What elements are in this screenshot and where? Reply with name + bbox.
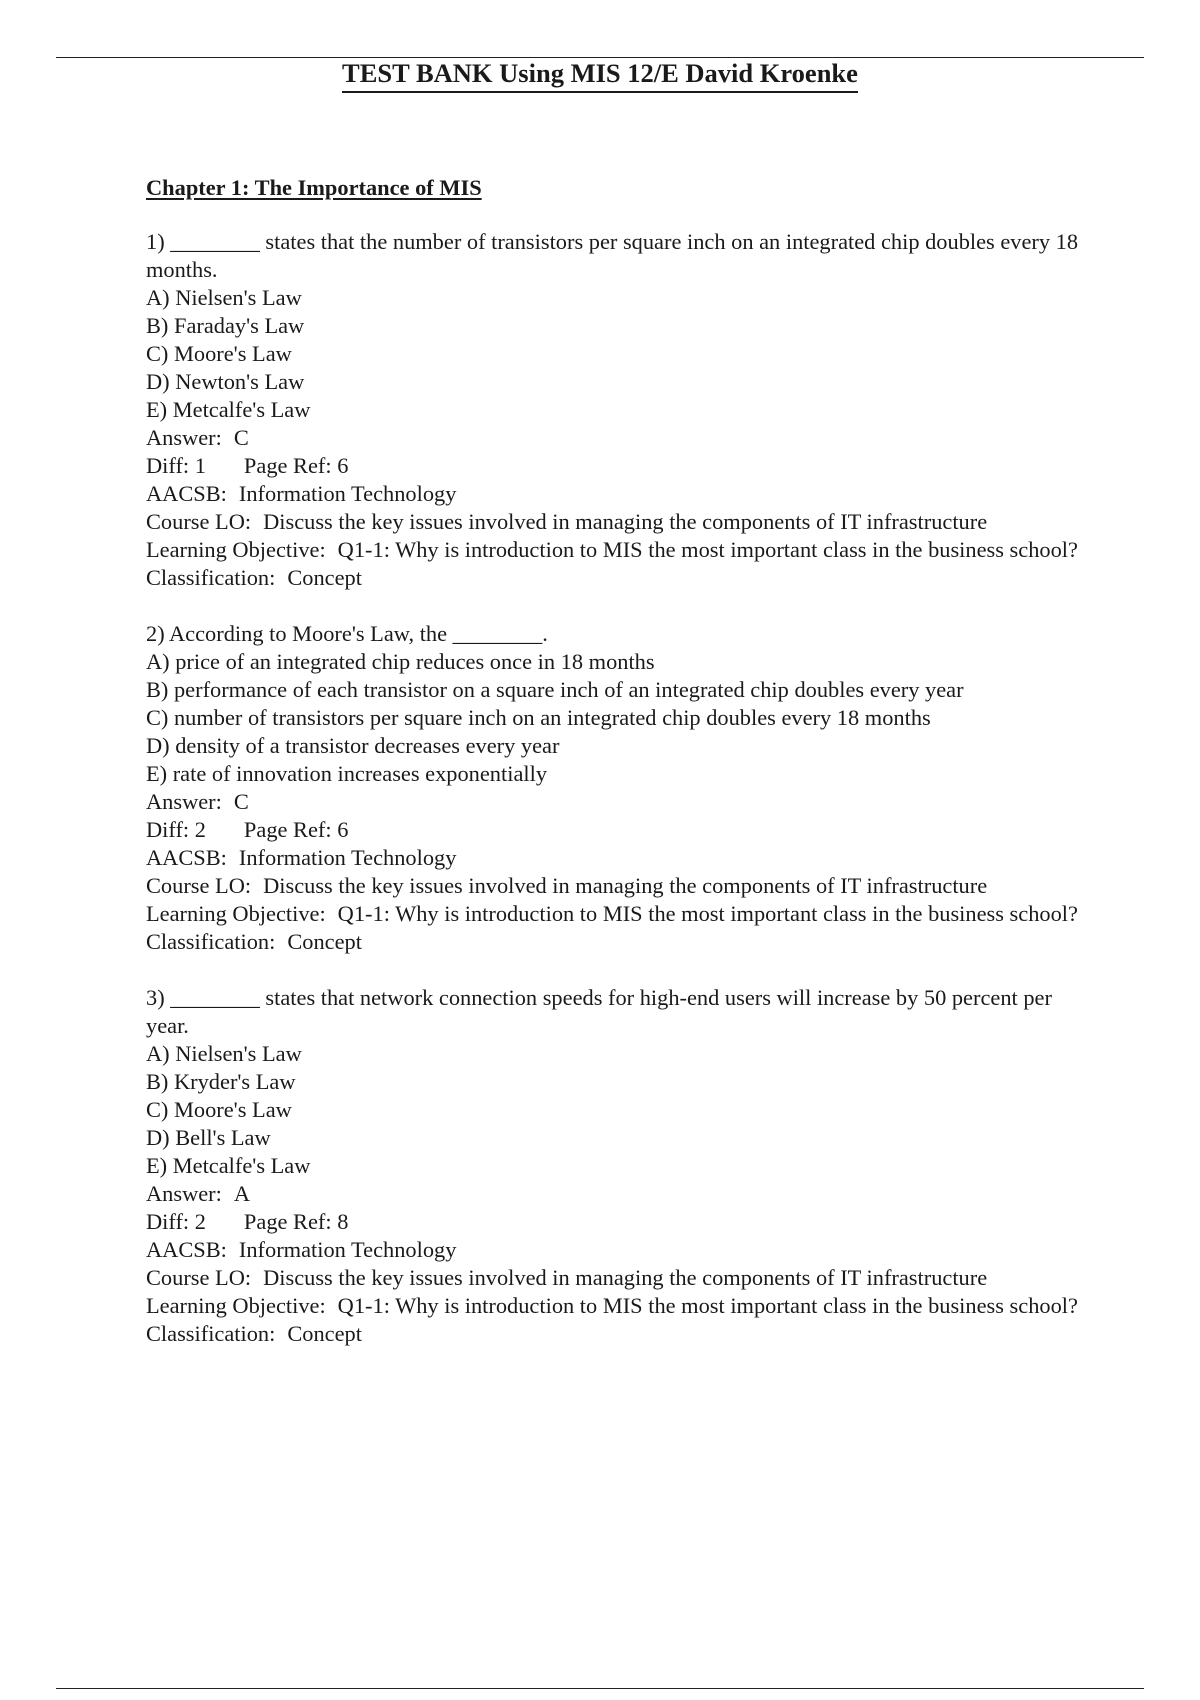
classification-line bbox=[146, 1320, 1096, 1348]
learning-objective-line bbox=[146, 1292, 1096, 1320]
learning-objective-value: Q1-1: Why is introduction to MIS the most important class in the business school? bbox=[337, 1293, 1078, 1318]
difficulty: Diff: 2 bbox=[146, 817, 206, 842]
question-stem: 2) According to Moore's Law, the ________. bbox=[146, 621, 548, 646]
answer-option: D) Bell's Law bbox=[146, 1125, 271, 1150]
bottom-rule bbox=[56, 1688, 1144, 1689]
learning-objective-label: Learning Objective: bbox=[146, 537, 326, 562]
classification-label: Classification: bbox=[146, 565, 276, 590]
page-ref: Page Ref: 8 bbox=[243, 1209, 349, 1234]
answer-option: D) density of a transistor decreases every year bbox=[146, 733, 560, 758]
course-lo-label: Course LO: bbox=[146, 1265, 252, 1290]
question-item bbox=[146, 620, 1096, 956]
course-lo-value: Discuss the key issues involved in managing the components of IT infrastructure bbox=[263, 873, 988, 898]
page-ref: Page Ref: 6 bbox=[243, 453, 349, 478]
difficulty: Diff: 1 bbox=[146, 453, 206, 478]
aacsb-value: Information Technology bbox=[238, 1237, 457, 1262]
classification-label: Classification: bbox=[146, 1321, 276, 1346]
question-item bbox=[146, 228, 1096, 592]
question-stem: 1) ________ states that the number of transistors per square inch on an integrated chip doubles every 18 months. bbox=[146, 229, 1079, 282]
difficulty: Diff: 2 bbox=[146, 1209, 206, 1234]
learning-objective-value: Q1-1: Why is introduction to MIS the most important class in the business school? bbox=[337, 537, 1078, 562]
course-lo-line bbox=[146, 1264, 1096, 1292]
answer-option: B) Kryder's Law bbox=[146, 1069, 296, 1094]
answer-label: Answer: bbox=[146, 425, 222, 450]
answer-option: A) price of an integrated chip reduces once in 18 months bbox=[146, 649, 655, 674]
answer-option: C) Moore's Law bbox=[146, 1097, 292, 1122]
answer-option: C) number of transistors per square inch on an integrated chip doubles every 18 months bbox=[146, 705, 931, 730]
learning-objective-line bbox=[146, 900, 1096, 928]
answer-option: A) Nielsen's Law bbox=[146, 1041, 302, 1066]
aacsb-value: Information Technology bbox=[238, 481, 457, 506]
course-lo-value: Discuss the key issues involved in managing the components of IT infrastructure bbox=[263, 509, 988, 534]
answer-option: E) rate of innovation increases exponentially bbox=[146, 761, 548, 786]
aacsb-line bbox=[146, 1236, 1096, 1264]
classification-label: Classification: bbox=[146, 929, 276, 954]
course-lo-line bbox=[146, 872, 1096, 900]
course-lo-line bbox=[146, 508, 1096, 536]
difficulty-line bbox=[146, 1208, 1096, 1236]
answer-line bbox=[146, 424, 1096, 452]
answer-option: A) Nielsen's Law bbox=[146, 285, 302, 310]
answer-option: E) Metcalfe's Law bbox=[146, 1153, 311, 1178]
difficulty-line bbox=[146, 816, 1096, 844]
learning-objective-label: Learning Objective: bbox=[146, 1293, 326, 1318]
aacsb-label: AACSB: bbox=[146, 481, 227, 506]
answer-option: C) Moore's Law bbox=[146, 341, 292, 366]
aacsb-line bbox=[146, 844, 1096, 872]
learning-objective-label: Learning Objective: bbox=[146, 901, 326, 926]
course-lo-label: Course LO: bbox=[146, 873, 252, 898]
aacsb-label: AACSB: bbox=[146, 845, 227, 870]
course-lo-value: Discuss the key issues involved in managing the components of IT infrastructure bbox=[263, 1265, 988, 1290]
answer-option: B) Faraday's Law bbox=[146, 313, 305, 338]
question-item bbox=[146, 984, 1096, 1348]
answer-line bbox=[146, 788, 1096, 816]
answer-label: Answer: bbox=[146, 789, 222, 814]
document-title-row bbox=[0, 53, 1200, 93]
aacsb-line bbox=[146, 480, 1096, 508]
question-stem: 3) ________ states that network connection speeds for high-end users will increase by 50 percent per year. bbox=[146, 985, 1052, 1038]
document-title: TEST BANK Using MIS 12/E David Kroenke bbox=[342, 56, 858, 93]
answer-value: C bbox=[233, 789, 249, 814]
classification-line bbox=[146, 928, 1096, 956]
aacsb-label: AACSB: bbox=[146, 1237, 227, 1262]
chapter-heading: Chapter 1: The Importance of MIS bbox=[146, 175, 482, 200]
aacsb-value: Information Technology bbox=[238, 845, 457, 870]
answer-label: Answer: bbox=[146, 1181, 222, 1206]
answer-line bbox=[146, 1180, 1096, 1208]
classification-value: Concept bbox=[287, 1321, 362, 1346]
answer-value: C bbox=[233, 425, 249, 450]
answer-option: B) performance of each transistor on a square inch of an integrated chip doubles every year bbox=[146, 677, 964, 702]
classification-value: Concept bbox=[287, 565, 362, 590]
difficulty-line bbox=[146, 452, 1096, 480]
answer-value: A bbox=[233, 1181, 251, 1206]
answer-option: E) Metcalfe's Law bbox=[146, 397, 311, 422]
classification-line bbox=[146, 564, 1096, 592]
course-lo-label: Course LO: bbox=[146, 509, 252, 534]
learning-objective-value: Q1-1: Why is introduction to MIS the most important class in the business school? bbox=[337, 901, 1078, 926]
document-body bbox=[146, 174, 1096, 1376]
learning-objective-line bbox=[146, 536, 1096, 564]
answer-option: D) Newton's Law bbox=[146, 369, 305, 394]
classification-value: Concept bbox=[287, 929, 362, 954]
page-ref: Page Ref: 6 bbox=[243, 817, 349, 842]
